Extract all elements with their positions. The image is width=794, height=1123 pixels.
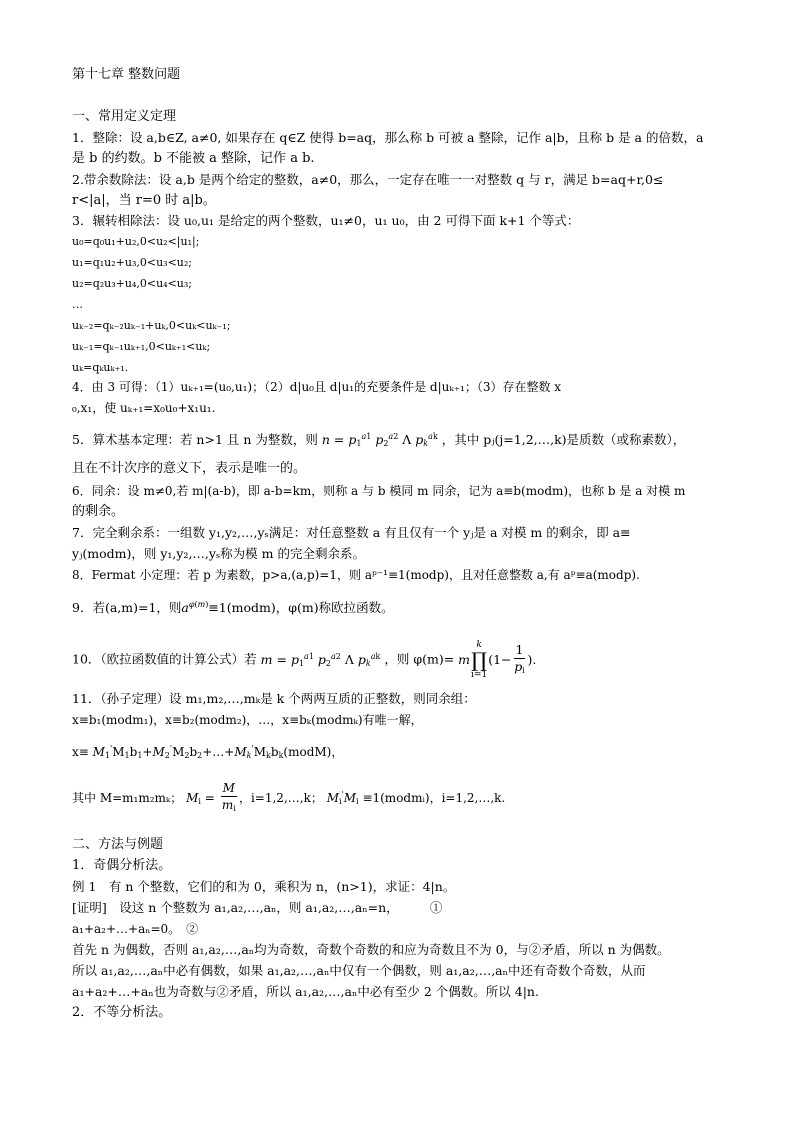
text-line: 的剩余。	[72, 504, 125, 519]
text-line: 7．完全剩余系：一组数 y₁,y₂,…,yₛ满足：对任意整数 a 有且仅有一个 yⱼ是 a 对模 m 的剩余，即 a≡	[72, 525, 631, 540]
fraction: $\frac{1}{p_i}$	[514, 641, 525, 675]
text-line: x≡b₁(modm₁)，x≡b₂(modm₂)，…，x≡bₖ(modmₖ)有唯一解，	[72, 713, 423, 727]
mi-formula: $M_i$ = $\frac{M}{m_i}$	[186, 791, 239, 805]
text-line: 首先 n 为偶数，否则 a₁,a₂,…,aₙ均为奇数，奇数个奇数的和应为奇数且不为 0，与②矛盾，所以 n 为偶数。	[72, 942, 670, 957]
formula-line: u₁=q₁u₂+u₃,0<u₃<u₂;	[72, 256, 192, 269]
chapter-title: 第十七章 整数问题	[72, 67, 181, 82]
text-span: ≡1(modm)，φ(m)称欧拉函数。	[208, 600, 394, 615]
mi-inverse-formula: $M_i'M_i$	[326, 790, 359, 806]
text-span: 9．若(a,m)=1，则	[72, 600, 182, 615]
formula-line: u₀=q₀u₁+u₂,0<u₂<|u₁|;	[72, 235, 200, 248]
text-span: 5．算术基本定理：若 n>1 且 n 为整数，则	[72, 432, 318, 447]
text-line: [证明] 设这 n 个整数为 a₁,a₂,…,aₙ，则 a₁,a₂,…,aₙ=n， ①	[72, 900, 443, 915]
factorization-formula: $m = p_1^{a1}$ $p_2^{a2}$ Λ $p_k^{ak}$	[260, 651, 381, 668]
theorem-10-line	[72, 640, 732, 680]
text-line: yⱼ(modm)，则 y₁,y₂,…,yₛ称为模 m 的完全剩余系。	[72, 546, 365, 561]
text-line: 2.带余数除法：设 a,b 是两个给定的整数，a≠0，那么，一定存在唯一一对整数 q 与 r，满足 b=aq+r,0≤	[72, 172, 664, 187]
text-line: 4．由 3 可得：（1）uₖ₊₁=(u₀,u₁)；（2）d|u₀且 d|u₁的充要条件是 d|uₖ₊₁；（3）存在整数 x	[72, 380, 562, 394]
text-span: (modM)，	[283, 745, 344, 759]
text-line: 2．不等分析法。	[72, 1005, 172, 1020]
formula-line: uₖ=qₖuₖ₊₁.	[72, 361, 129, 374]
text-line: 1．奇偶分析法。	[72, 858, 172, 873]
formula-line: …	[72, 298, 83, 311]
formula-line: uₖ₋₁=qₖ₋₁uₖ₊₁,0<uₖ₊₁<uₖ;	[72, 340, 211, 353]
theorem-9-line	[72, 596, 732, 617]
text-line: r<|a|，当 r=0 时 a|b。	[72, 193, 216, 208]
text-line: 11．（孙子定理）设 m₁,m₂,…,mₖ是 k 个两两互质的正整数，则同余组：	[72, 691, 476, 706]
text-line: 所以 a₁,a₂,…,aₙ中必有偶数，如果 a₁,a₂,…,aₙ中仅有一个偶数，则 a₁,a₂,…,aₙ中还有奇数个奇数，从而	[72, 963, 646, 978]
text-span: ，i=1,2,…,k；	[238, 791, 323, 805]
section-heading-1: 一、常用定义定理	[72, 109, 177, 124]
text-span: 其中 M=m₁m₂mₖ；	[72, 791, 183, 805]
text-line: 1．整除：设 a,b∈Z, a≠0, 如果存在 q∈Z 使得 b=aq，那么称 b 可被 a 整除，记作 a|b，且称 b 是 a 的倍数，a	[72, 130, 704, 145]
example-title: 例 1 有 n 个整数，它们的和为 0，乘积为 n，(n>1)，求证：4|n。	[72, 879, 456, 894]
factorization-formula: $n = p_1^{a1}$ $p_2^{a2}$ Λ $p_k^{ak}$	[321, 432, 438, 448]
section-heading-2: 二、方法与例题	[72, 837, 164, 852]
text-line: a₁+a₂+…+aₙ也为奇数与②矛盾，所以 a₁,a₂,…,aₙ中必有至少 2 个偶数。所以 4|n.	[72, 984, 539, 999]
text-span: ，其中 pⱼ(j=1,2,…,k)是质数（或称素数），	[441, 432, 686, 447]
text-line: 3．辗转相除法：设 u₀,u₁ 是给定的两个整数，u₁≠0，u₁ u₀，由 2 可得下面 k+1 个等式：	[72, 213, 580, 228]
formula-line: uₖ₋₂=qₖ₋₂uₖ₋₁+uₖ,0<uₖ<uₖ₋₁;	[72, 319, 231, 332]
fraction: $\frac{M}{m_i}$	[221, 781, 236, 813]
crt-solution-line	[72, 740, 732, 765]
text-span: ≡1(modmᵢ)，i=1,2,…,k.	[362, 791, 506, 805]
text-span: x≡	[72, 745, 89, 759]
formula-line: u₂=q₂u₃+u₄,0<u₄<u₃;	[72, 277, 192, 290]
text-line: a₁+a₂+…+aₙ=0。 ②	[72, 922, 199, 936]
text-span: ，则 φ(m)=	[384, 651, 455, 667]
product-symbol: k ∏ i=1	[471, 640, 488, 680]
crt-definition-line	[72, 780, 732, 817]
text-line: 6．同余：设 m≠0,若 m|(a-b)，即 a-b=km，则称 a 与 b 模同 m 同余，记为 a≡b(modm)，也称 b 是 a 对模 m	[72, 484, 686, 498]
crt-formula: $M_1'M_1b_1+M_2'M_2b_2+\dots+M_k'M_kb_k$	[92, 744, 284, 760]
euler-product-formula: mk ∏ i=1(1− $\frac{1}{p_i}$ ).	[458, 640, 537, 680]
text-line: 是 b 的约数。b 不能被 a 整除，记作 a b.	[72, 151, 315, 166]
theorem-5-line	[72, 428, 732, 453]
euler-power: $a^{\varphi(m)}$	[181, 600, 209, 615]
text-line: 8．Fermat 小定理：若 p 为素数，p>a,(a,p)=1，则 aᵖ⁻¹≡1(modp)，且对任意整数 a,有 aᵖ≡a(modp).	[72, 568, 640, 582]
text-span: 10．（欧拉函数值的计算公式）若	[72, 651, 257, 667]
text-line: ₀,x₁，使 uₖ₊₁=x₀u₀+x₁u₁.	[72, 401, 216, 415]
text-line: 且在不计次序的意义下，表示是唯一的。	[72, 461, 307, 476]
